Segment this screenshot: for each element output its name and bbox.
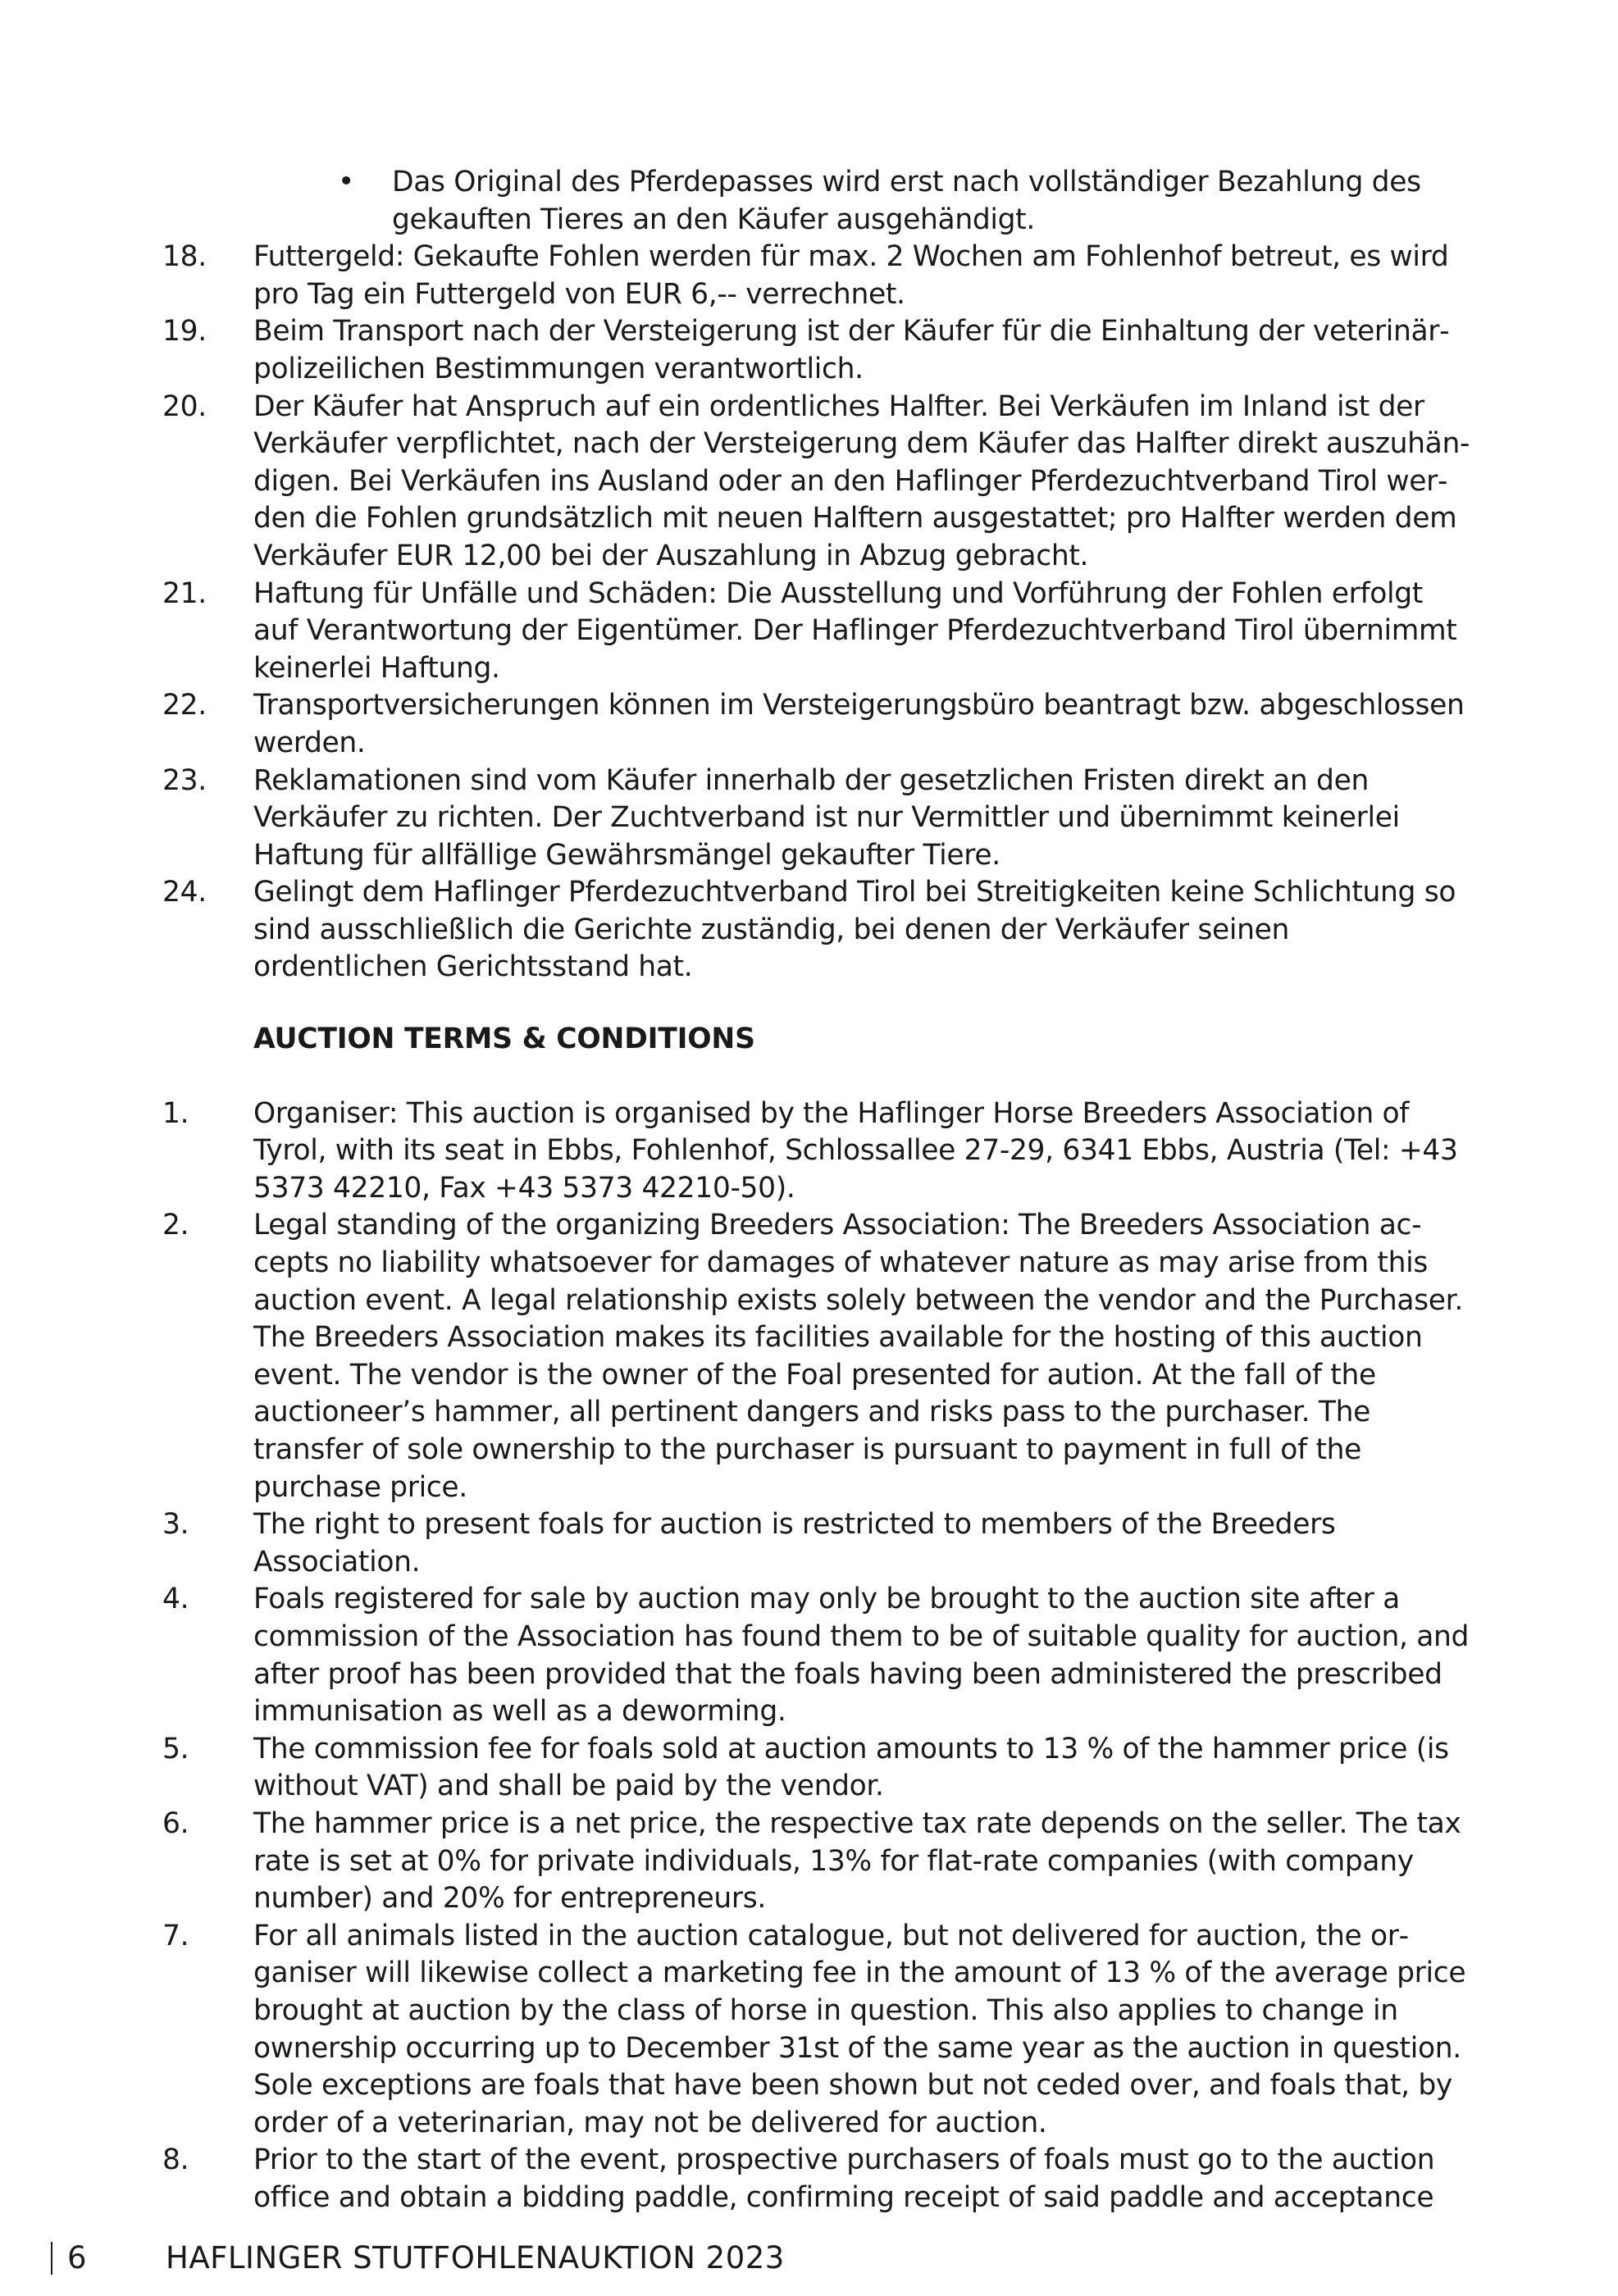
list-item bbox=[162, 874, 1470, 986]
item-text: Haftung für Unfälle und Schäden: Die Ausstellung und Vorführung der Fohlen erfolgt auf Verantwortung der Eigentümer. Der Haflinger Pferdezuchtverband Tirol übernimmt keinerlei Haftung. bbox=[253, 576, 1457, 685]
page-footer bbox=[51, 2239, 785, 2278]
item-text: Transportversicherungen können im Versteigerungsbüro beantragt bzw. abgeschlossen werden. bbox=[253, 689, 1465, 759]
item-number: 24. bbox=[162, 876, 207, 909]
list-item bbox=[162, 313, 1470, 388]
item-number: 18. bbox=[162, 240, 207, 274]
item-text: Legal standing of the organizing Breeders Association: The Breeders Association accepts no liability whatsoever for damages of whatever nature as may arise from this auction event. A legal relationship exists solely between the vendor and the Purchaser. The Breeders Association makes its facilities available for the hosting of this auction event. The vendor is the owner of the Foal presented for aution. At the fall of the auctioneer’s hammer, all pertinent dangers and risks pass to the purchaser. The transfer of sole ownership to the purchaser is pursuant to payment in full of the purchase price. bbox=[253, 1209, 1463, 1504]
item-text: The commission fee for foals sold at auction amounts to 13 % of the hammer price (is without VAT) and shall be paid by the vendor. bbox=[253, 1732, 1449, 1803]
item-number: 2. bbox=[162, 1209, 189, 1242]
item-text: Reklamationen sind vom Käufer innerhalb der gesetzlichen Fristen direkt an den Verkäufer zu richten. Der Zuchtverband ist nur Vermittler und übernimmt keinerlei Haftung für allfällige Gewährsmängel gekaufter Tiere. bbox=[253, 763, 1400, 872]
item-number: 22. bbox=[162, 689, 207, 722]
list-item bbox=[162, 1731, 1470, 1806]
german-terms-list bbox=[162, 239, 1470, 986]
item-number: 1. bbox=[162, 1096, 189, 1130]
list-item bbox=[162, 389, 1470, 576]
list-item bbox=[162, 1096, 1470, 1208]
item-text: Futtergeld: Gekaufte Fohlen werden für max. 2 Wochen am Fohlenhof betreut, es wird pro Tag ein Futtergeld von EUR 6,-- verrechnet. bbox=[253, 240, 1449, 311]
item-number: 20. bbox=[162, 390, 207, 423]
english-terms-list bbox=[162, 1096, 1470, 2217]
footer-title: HAFLINGER STUTFOHLENAUKTION 2023 bbox=[166, 2240, 785, 2276]
item-text: Foals registered for sale by auction may only be brought to the auction site after a commission of the Association has found them to be of suitable quality for auction, and after proof has been provided that the foals having been administered the prescribed immunisation as well as a deworming. bbox=[253, 1583, 1470, 1729]
item-text: For all animals listed in the auction catalogue, but not delivered for auction, the organiser will likewise collect a marketing fee in the amount of 13 % of the average price brought at auction by the class of horse in question. This also applies to change in ownership occurring up to December 31st of the same year as the auction in question. Sole exceptions are foals that have been shown but not ceded over, and foals that, by order of a veterinarian, may not be delivered for auction. bbox=[253, 1919, 1466, 2139]
bullet-item bbox=[331, 164, 1470, 239]
item-text: Der Käufer hat Anspruch auf ein ordentliches Halfter. Bei Verkäufen im Inland ist der Verkäufer verpflichtet, nach der Versteigerung dem Käufer das Halfter direkt auszuhändigen. Bei Verkäufen ins Ausland oder an den Haflinger Pferdezuchtverband Tirol werden die Fohlen grundsätzlich mit neuen Halftern ausgestattet; pro Halfter werden dem Verkäufer EUR 12,00 bei der Auszahlung in Abzug gebracht. bbox=[253, 390, 1470, 572]
item-number: 8. bbox=[162, 2143, 189, 2177]
item-number: 7. bbox=[162, 1919, 189, 1952]
list-item bbox=[162, 1506, 1470, 1581]
item-number: 19. bbox=[162, 315, 207, 348]
page-content bbox=[162, 164, 1470, 2216]
item-number: 3. bbox=[162, 1508, 189, 1542]
list-item bbox=[162, 763, 1470, 875]
list-item bbox=[162, 1581, 1470, 1730]
page-number: 6 bbox=[67, 2240, 88, 2276]
list-item bbox=[162, 2142, 1470, 2216]
item-text: The right to present foals for auction is restricted to members of the Breeders Association. bbox=[253, 1508, 1336, 1578]
list-item bbox=[162, 576, 1470, 688]
item-text: The hammer price is a net price, the respective tax rate depends on the seller. The tax rate is set at 0% for private individuals, 13% for flat-rate companies (with company number) and 20% for entrepreneurs. bbox=[253, 1806, 1461, 1916]
section-heading: AUCTION TERMS & CONDITIONS bbox=[253, 1023, 755, 1056]
item-number: 5. bbox=[162, 1732, 189, 1765]
list-item bbox=[162, 239, 1470, 313]
item-text: Prior to the start of the event, prospective purchasers of foals must go to the auction office and obtain a bidding paddle, confirming receipt of said paddle and acceptance bbox=[253, 2143, 1435, 2214]
item-text: Organiser: This auction is organised by the Haflinger Horse Breeders Association of Tyrol, with its seat in Ebbs, Fohlenhof, Schlossallee 27-29, 6341 Ebbs, Austria (Tel: +43 5373 42210, Fax +43 5373 42210-50). bbox=[253, 1096, 1458, 1205]
item-number: 21. bbox=[162, 576, 207, 610]
bullet-text: Das Original des Pferdepasses wird erst nach vollständiger Bezahlung des gekauften Tieres an den Käufer ausgehändigt. bbox=[392, 166, 1421, 236]
footer-divider bbox=[51, 2242, 52, 2275]
list-item bbox=[162, 1918, 1470, 2143]
item-text: Gelingt dem Haflinger Pferdezuchtverband Tirol bei Streitigkeiten keine Schlichtung so sind ausschließlich die Gerichte zuständig, bei denen der Verkäufer seinen ordentlichen Gerichtsstand hat. bbox=[253, 876, 1456, 984]
item-number: 23. bbox=[162, 763, 207, 797]
item-number: 6. bbox=[162, 1806, 189, 1840]
list-item bbox=[162, 687, 1470, 762]
bullet-symbol: • bbox=[338, 166, 354, 198]
list-item bbox=[162, 1806, 1470, 1918]
item-number: 4. bbox=[162, 1583, 189, 1616]
item-text: Beim Transport nach der Versteigerung ist der Käufer für die Einhaltung der veterinärpolizeilichen Bestimmungen verantwortlich. bbox=[253, 315, 1450, 385]
list-item bbox=[162, 1207, 1470, 1506]
